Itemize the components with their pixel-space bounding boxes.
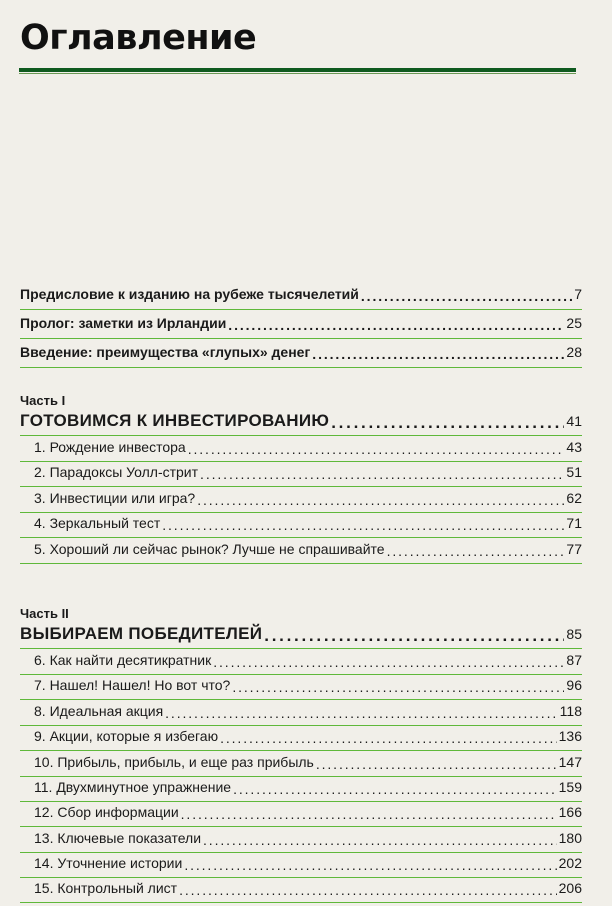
- chapter-page: 180: [558, 829, 582, 846]
- chapter-label: 4. Зеркальный тест: [34, 515, 161, 532]
- toc-entry-preface[interactable]: [20, 286, 582, 310]
- dot-leader: [312, 346, 564, 361]
- part-1-label: Часть I: [20, 393, 66, 408]
- dot-leader: [387, 543, 565, 558]
- chapter-page: 136: [558, 728, 582, 745]
- title-rule: [19, 68, 576, 72]
- chapter-label: 10. Прибыль, прибыль, и еще раз прибыль: [34, 753, 314, 770]
- chapter-page: 147: [558, 753, 582, 770]
- chapter-label: 1. Рождение инвестора: [34, 439, 186, 455]
- toc-part-1[interactable]: [20, 411, 582, 436]
- dot-leader: [197, 492, 564, 507]
- dot-leader: [188, 441, 565, 456]
- toc-chapter[interactable]: [20, 464, 582, 487]
- page-title: Оглавление: [20, 18, 257, 58]
- dot-leader: [203, 832, 557, 847]
- toc-chapter[interactable]: [20, 703, 582, 726]
- toc-chapter[interactable]: [20, 541, 582, 564]
- part-title: ГОТОВИМСЯ К ИНВЕСТИРОВАНИЮ: [20, 411, 330, 430]
- chapter-page: 159: [558, 778, 582, 795]
- dot-leader: [162, 517, 564, 532]
- toc-part-2[interactable]: [20, 624, 582, 649]
- toc-entry-introduction[interactable]: [20, 344, 582, 368]
- dot-leader: [361, 288, 572, 303]
- toc-entry-label: Предисловие к изданию на рубеже тысячелетий: [20, 286, 359, 302]
- chapter-page: 118: [559, 702, 582, 719]
- part-2-label: Часть II: [20, 605, 69, 621]
- dot-leader: [264, 626, 564, 645]
- chapter-label: 3. Инвестиции или игра?: [34, 489, 196, 506]
- part-page: 41: [566, 413, 582, 429]
- toc-chapter[interactable]: [20, 490, 582, 513]
- toc-entry-page: 28: [566, 344, 582, 360]
- chapter-page: 77: [566, 540, 582, 557]
- dot-leader: [331, 413, 564, 432]
- chapter-page: 62: [566, 489, 582, 506]
- toc-chapter[interactable]: [20, 855, 582, 878]
- chapter-page: 206: [558, 880, 582, 897]
- title-rule-thin: [19, 73, 576, 74]
- toc-chapter[interactable]: [20, 677, 582, 700]
- dot-leader: [316, 756, 557, 771]
- toc-chapter[interactable]: [20, 754, 582, 777]
- chapter-page: 202: [558, 855, 582, 872]
- chapter-label: 5. Хороший ли сейчас рынок? Лучше не спрашивайте: [34, 540, 385, 557]
- dot-leader: [181, 806, 557, 821]
- dot-leader: [220, 730, 557, 745]
- toc-chapter[interactable]: [20, 804, 582, 827]
- dot-leader: [233, 781, 557, 796]
- dot-leader: [228, 317, 564, 332]
- toc-entry-label: Введение: преимущества «глупых» денег: [20, 344, 311, 360]
- dot-leader: [213, 654, 564, 669]
- chapter-label: 14. Уточнение истории: [34, 855, 183, 872]
- chapter-page: 51: [566, 464, 582, 481]
- dot-leader: [232, 679, 564, 694]
- chapter-page: 71: [566, 515, 582, 532]
- toc-chapter[interactable]: [20, 515, 582, 538]
- toc-chapter[interactable]: [20, 728, 582, 751]
- toc-chapter[interactable]: [20, 439, 582, 462]
- chapter-label: 2. Парадоксы Уолл-стрит: [34, 464, 199, 481]
- chapter-label: 15. Контрольный лист: [34, 880, 178, 897]
- dot-leader: [165, 705, 558, 720]
- part-title: ВЫБИРАЕМ ПОБЕДИТЕЛЕЙ: [20, 623, 263, 643]
- chapter-label: 9. Акции, которые я избегаю: [34, 728, 219, 745]
- chapter-page: 166: [558, 804, 582, 821]
- dot-leader: [184, 857, 556, 872]
- toc-chapter[interactable]: [20, 880, 582, 903]
- table-of-contents: [20, 286, 582, 906]
- dot-leader: [200, 466, 564, 481]
- toc-entry-page: 7: [574, 286, 582, 302]
- chapter-page: 43: [566, 439, 582, 455]
- chapter-label: 11. Двухминутное упражнение: [34, 778, 232, 795]
- toc-entry-label: Пролог: заметки из Ирландии: [20, 315, 227, 331]
- toc-entry-page: 25: [566, 315, 582, 331]
- part-page: 85: [566, 625, 582, 642]
- chapter-label: 7. Нашел! Нашел! Но вот что?: [34, 677, 231, 694]
- chapter-label: 12. Сбор информации: [34, 804, 179, 821]
- toc-chapter[interactable]: [20, 779, 582, 802]
- chapter-label: 6. Как найти десятикратник: [34, 651, 212, 668]
- chapter-label: 8. Идеальная акция: [34, 702, 164, 719]
- chapter-label: 13. Ключевые показатели: [34, 829, 202, 846]
- chapter-page: 87: [566, 651, 582, 668]
- toc-chapter[interactable]: [20, 652, 582, 675]
- toc-chapter[interactable]: [20, 830, 582, 853]
- chapter-page: 96: [566, 677, 582, 694]
- dot-leader: [179, 882, 557, 897]
- toc-entry-prologue[interactable]: [20, 315, 582, 339]
